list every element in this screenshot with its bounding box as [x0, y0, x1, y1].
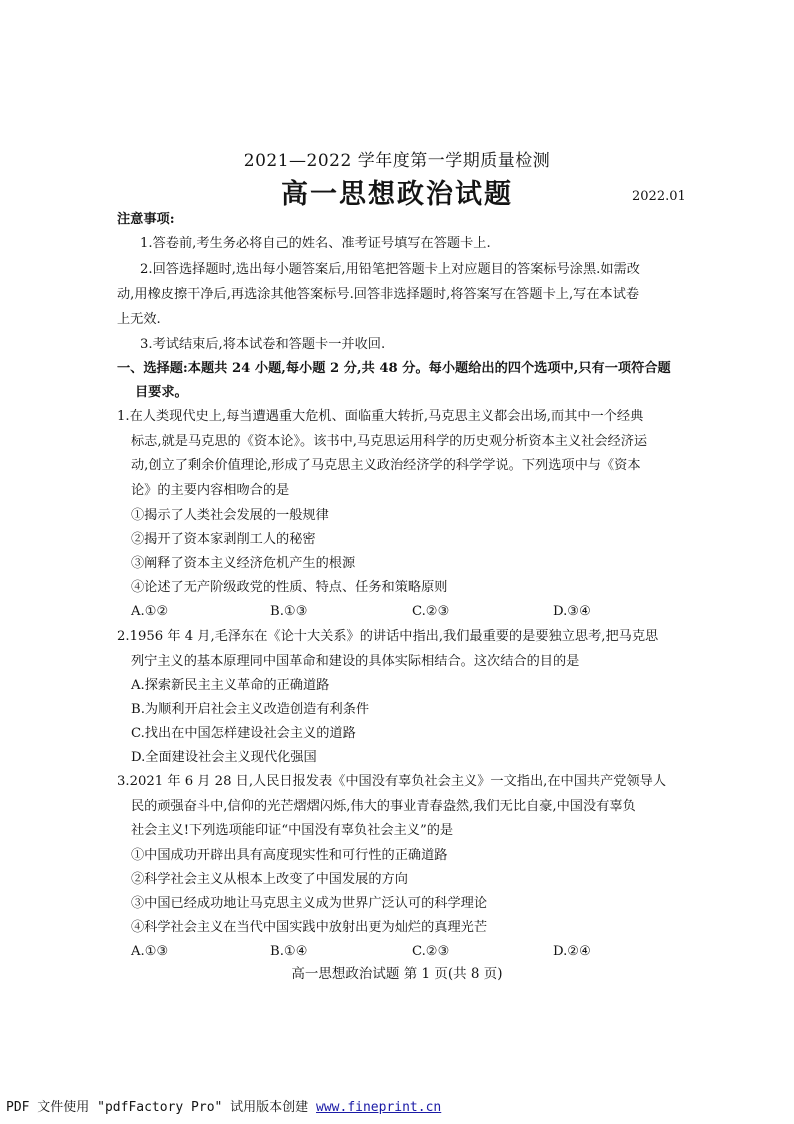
notice-item-3: 3.考试结束后,将本试卷和答题卡一并收回. [140, 337, 386, 352]
notice-item-2-line-1: 2.回答选择题时,选出每小题答案后,用铅笔把答题卡上对应题目的答案标号涂黑.如需改 [140, 262, 640, 277]
section-heading-line-1: 一、选择题:本题共 24 小题,每小题 2 分,共 48 分。每小题给出的四个选项中,只有一项符合题 [117, 361, 671, 376]
notice-item-2-line-3: 上无效. [117, 312, 161, 327]
exam-title-year: 2021—2022 学年度第一学期质量检测 [243, 151, 551, 171]
q3-choice-b: B.①④ [270, 944, 308, 959]
q1-stem-line-2: 标志,就是马克思的《资本论》。该书中,马克思运用科学的历史观分析资本主义社会经济运 [131, 434, 648, 449]
q2-choice-b: B.为顺利开启社会主义改造创造有利条件 [131, 702, 370, 717]
notice-item-1: 1.答卷前,考生务必将自己的姓名、准考证号填写在答题卡上. [140, 236, 491, 251]
page-footer: 高一思想政治试题 第 1 页(共 8 页) [291, 966, 503, 982]
q3-stem-line-1: 3.2021 年 6 月 28 日,人民日报发表《中国没有辜负社会主义》一文指出,在中国共产党领导人 [117, 774, 667, 789]
q1-choice-c: C.②③ [412, 604, 450, 619]
q1-choice-a: A.①② [131, 604, 169, 619]
q1-option-2: ②揭开了资本家剥削工人的秘密 [131, 532, 316, 547]
q3-option-3: ③中国已经成功地让马克思主义成为世界广泛认可的科学理论 [131, 896, 488, 911]
q3-option-1: ①中国成功开辟出具有高度现实性和可行性的正确道路 [131, 848, 448, 863]
pdf-creator-note [6, 1096, 441, 1115]
q1-stem-line-3: 动,创立了剩余价值理论,形成了马克思主义政治经济学的科学学说。下列选项中与《资本 [131, 458, 641, 473]
q3-option-4: ④科学社会主义在当代中国实践中放射出更为灿烂的真理光芒 [131, 920, 488, 935]
q1-choice-d: D.③④ [553, 604, 591, 619]
notice-heading: 注意事项: [117, 212, 175, 227]
q3-stem-line-3: 社会主义!下列选项能印证“中国没有辜负社会主义”的是 [131, 823, 454, 838]
q2-choice-c: C.找出在中国怎样建设社会主义的道路 [131, 726, 356, 741]
pdf-creator-text: PDF 文件使用 "pdfFactory Pro" 试用版本创建 [6, 1100, 317, 1115]
q3-option-2: ②科学社会主义从根本上改变了中国发展的方向 [131, 872, 408, 887]
q1-option-1: ①揭示了人类社会发展的一般规律 [131, 508, 329, 523]
exam-title-subject: 高一思想政治试题 [281, 179, 513, 210]
q3-choice-c: C.②③ [412, 944, 450, 959]
q3-choice-d: D.②④ [553, 944, 591, 959]
q3-stem-line-2: 民的顽强奋斗中,信仰的光芒熠熠闪烁,伟大的事业青春盎然,我们无比自豪,中国没有辜负 [131, 799, 636, 814]
q3-choice-a: A.①③ [131, 944, 169, 959]
q2-choice-a: A.探索新民主主义革命的正确道路 [131, 678, 330, 693]
q1-option-4: ④论述了无产阶级政党的性质、特点、任务和策略原则 [131, 580, 448, 595]
q1-option-3: ③阐释了资本主义经济危机产生的根源 [131, 556, 356, 571]
section-heading-line-2: 目要求。 [135, 385, 188, 400]
q1-stem-line-1: 1.在人类现代史上,每当遭遇重大危机、面临重大转折,马克思主义都会出场,而其中一个经典 [117, 409, 644, 424]
exam-date: 2022.01 [632, 189, 686, 204]
q2-choice-d: D.全面建设社会主义现代化强国 [131, 750, 317, 765]
notice-item-2-line-2: 动,用橡皮擦干净后,再选涂其他答案标号.回答非选择题时,将答案写在答题卡上,写在本试卷 [117, 287, 640, 302]
q1-choice-b: B.①③ [270, 604, 308, 619]
fineprint-link[interactable]: www.fineprint.cn [316, 1100, 442, 1115]
q2-stem-line-1: 2.1956 年 4 月,毛泽东在《论十大关系》的讲话中指出,我们最重要的是要独立思考,把马克思 [117, 629, 659, 644]
q1-stem-line-4: 论》的主要内容相吻合的是 [131, 483, 290, 498]
q2-stem-line-2: 列宁主义的基本原理同中国革命和建设的具体实际相结合。这次结合的目的是 [131, 654, 580, 669]
